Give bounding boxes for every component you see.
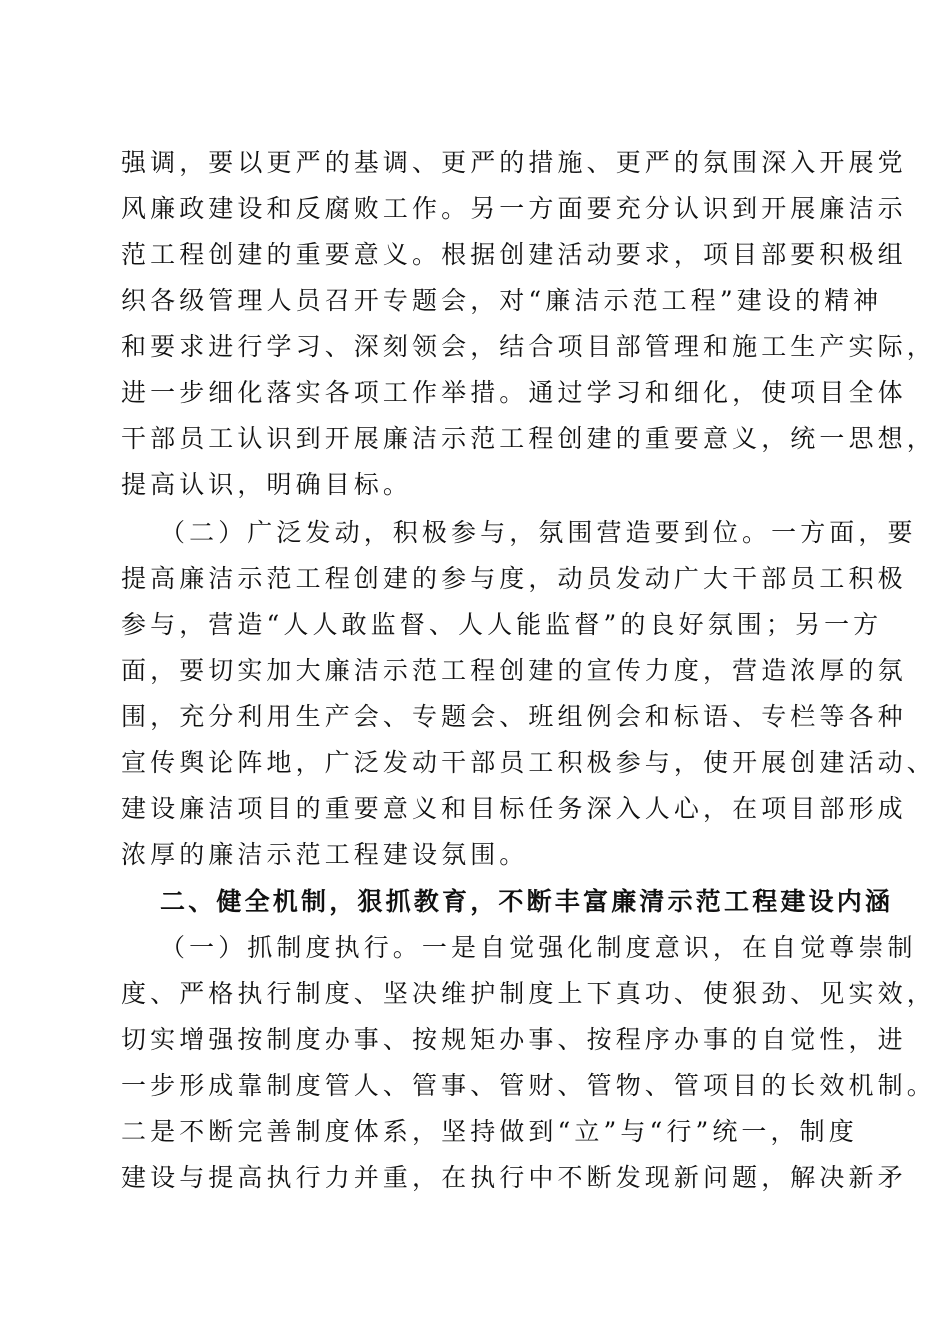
subsection-paragraph-start: （一）抓制度执行。一是自觉强化制度意识，在自觉尊崇制: [160, 933, 917, 962]
paragraph-line: 建设廉洁项目的重要意义和目标任务深入人心，在项目部形成: [121, 794, 907, 823]
paragraph-line: 切实增强按制度办事、按规矩办事、按程序办事的自觉性，进: [121, 1025, 907, 1054]
paragraph-line: 干部员工认识到开展廉洁示范工程创建的重要意义，统一思想，: [121, 424, 936, 453]
paragraph-line: 提高廉洁示范工程创建的参与度，动员发动广大干部员工积极: [121, 564, 907, 593]
paragraph-line: 一步形成靠制度管人、管事、管财、管物、管项目的长效机制。: [121, 1071, 936, 1100]
paragraph-line: 面，要切实加大廉洁示范工程创建的宣传力度，营造浓厚的氛: [121, 656, 907, 685]
paragraph-line: 建设与提高执行力并重，在执行中不断发现新问题，解决新矛: [121, 1163, 907, 1192]
paragraph-line: 参与，营造“人人敢监督、人人能监督”的良好氛围；另一方: [121, 610, 883, 639]
paragraph-line: 织各级管理人员召开专题会，对“廉洁示范工程”建设的精神: [121, 286, 883, 315]
paragraph-line: 浓厚的廉洁示范工程建设氛围。: [121, 840, 529, 869]
subsection-paragraph-start: （二）广泛发动，积极参与，氛围营造要到位。一方面，要: [160, 518, 917, 547]
paragraph-line: 宣传舆论阵地，广泛发动干部员工积极参与，使开展创建活动、: [121, 748, 936, 777]
paragraph-line: 和要求进行学习、深刻领会，结合项目部管理和施工生产实际，: [121, 332, 936, 361]
paragraph-line: 强调，要以更严的基调、更严的措施、更严的氛围深入开展党: [121, 148, 907, 177]
paragraph-line: 度、严格执行制度、坚决维护制度上下真功、使狠劲、见实效，: [121, 979, 936, 1008]
paragraph-line: 进一步细化落实各项工作举措。通过学习和细化，使项目全体: [121, 378, 907, 407]
paragraph-line: 围，充分利用生产会、专题会、班组例会和标语、专栏等各种: [121, 702, 907, 731]
paragraph-line: 二是不断完善制度体系，坚持做到“立”与“行”统一，制度: [121, 1117, 858, 1146]
section-heading: 二、健全机制，狠抓教育，不断丰富廉清示范工程建设内涵: [160, 887, 894, 916]
paragraph-line: 风廉政建设和反腐败工作。另一方面要充分认识到开展廉洁示: [121, 194, 907, 223]
paragraph-line: 范工程创建的重要意义。根据创建活动要求，项目部要积极组: [121, 240, 907, 269]
paragraph-line: 提高认识，明确目标。: [121, 470, 413, 499]
